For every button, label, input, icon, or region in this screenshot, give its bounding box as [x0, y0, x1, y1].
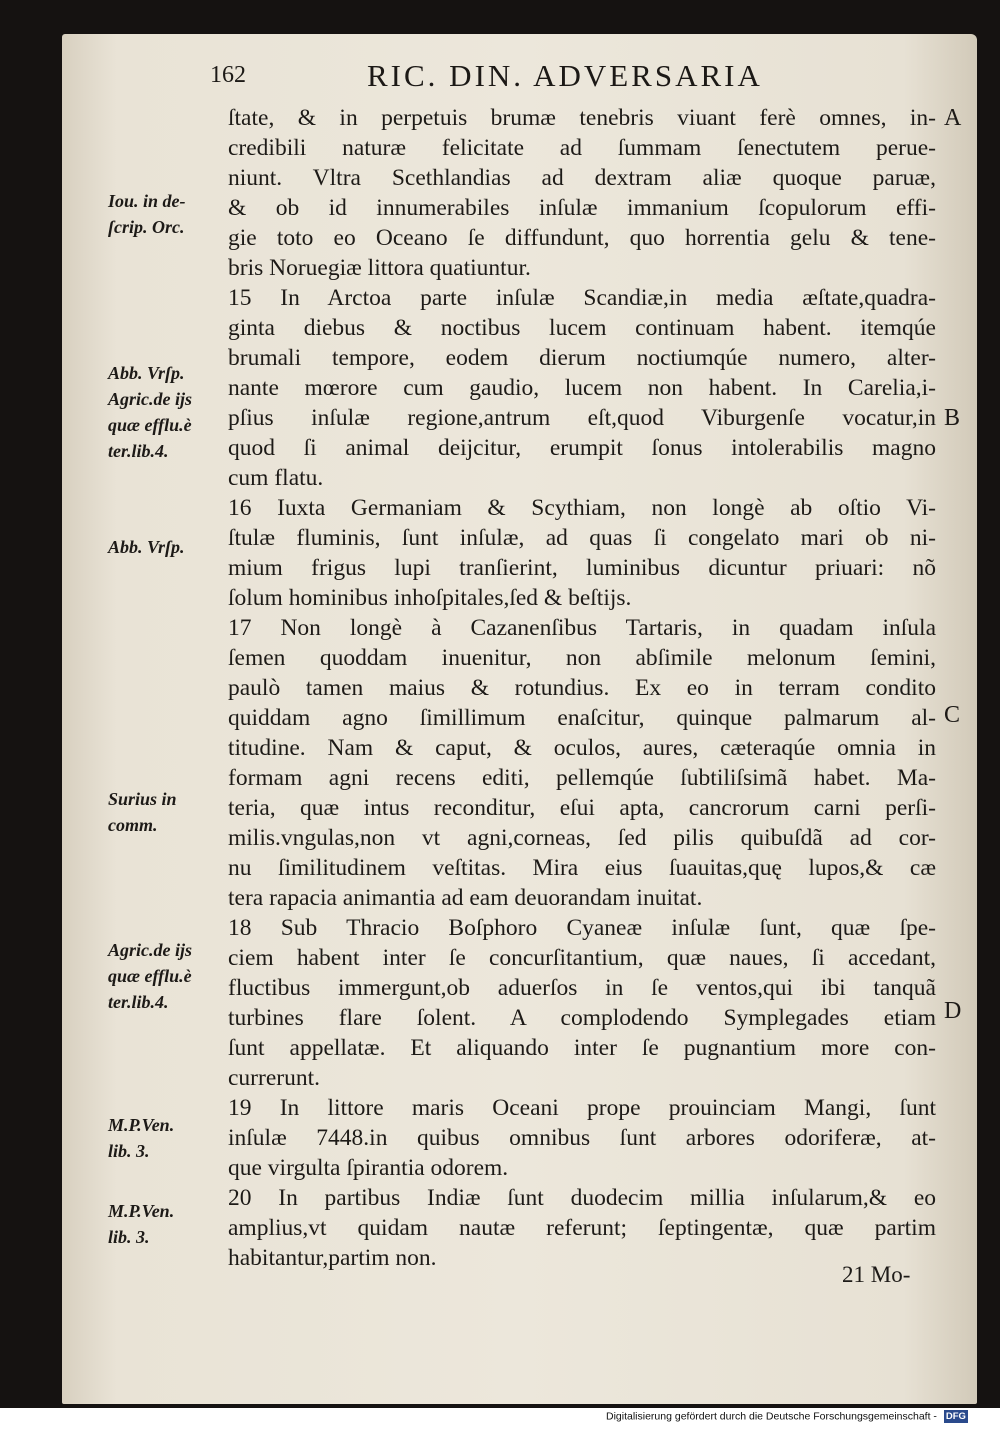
text-line: 16 Iuxta Germaniam & Scythiam, non longè ab oſtio Vi- [228, 495, 936, 521]
text-line: amplius,vt quidam nautæ referunt; ſeptingentæ, quæ partim [228, 1215, 936, 1241]
marginal-note-line: lib. 3. [108, 1141, 150, 1161]
text-line: turbines flare ſolent. A complodendo Symplegades etiam [228, 1005, 936, 1031]
marginal-note-line: lib. 3. [108, 1227, 150, 1247]
text-line: ſunt appellatæ. Et aliquando inter ſe pugnantium more con- [228, 1035, 936, 1061]
catchword: 21 Mo- [842, 1262, 911, 1287]
marginal-note [108, 534, 223, 560]
text-line: 20 In partibus Indiæ ſunt duodecim millia inſularum,& eo [228, 1185, 936, 1211]
text-line: & ob id innumerabiles inſulæ immanium ſcopulorum effi- [228, 195, 936, 221]
marginal-note-line: ter.lib.4. [108, 441, 169, 461]
marginal-note-line: quæ efflu.è [108, 966, 192, 986]
text-line: ſtate, & in perpetuis brumæ tenebris viuant ferè omnes, in- [228, 105, 936, 131]
text-line: brumali tempore, eodem dierum noctiumqúe numero, alter- [228, 345, 936, 371]
digitization-footer [606, 1410, 968, 1426]
text-line: que virgulta ſpirantia odorem. [228, 1155, 509, 1181]
text-line: ſolum hominibus inhoſpitales,ſed & beſtijs. [228, 585, 632, 611]
marginal-note-line: Iou. in de- [108, 191, 186, 211]
text-line: cum flatu. [228, 465, 324, 491]
text-line: habitantur,partim non. [228, 1245, 437, 1271]
marginal-note [108, 188, 223, 240]
dfg-logo: DFG [945, 1411, 966, 1422]
text-line: ginta diebus & noctibus lucem continuam habent. itemqúe [228, 315, 936, 341]
marginal-note-line: Surius in [108, 789, 177, 809]
marginal-note-line: Abb. Vrſp. [108, 537, 185, 557]
page-number: 162 [210, 62, 246, 88]
marginal-note-line: ter.lib.4. [108, 992, 169, 1012]
marginal-note-line: Agric.de ijs [108, 940, 192, 960]
text-line: gie toto eo Oceano ſe diffundunt, quo horrentia gelu & tene- [228, 225, 936, 251]
text-line: quiddam agno ſimillimum enaſcitur, quinque palmarum al- [228, 705, 936, 731]
marginal-note [108, 937, 223, 1015]
text-line: credibili naturæ felicitate ad ſummam ſenectutem perue- [228, 135, 936, 161]
text-line: ciem habent inter ſe concurſitantium, quæ naues, ſi accedant, [228, 945, 936, 971]
text-line: teria, quæ intus reconditur, eſui apta, cancrorum carni perſi- [228, 795, 936, 821]
section-letter-b: B [944, 405, 961, 431]
text-line: milis.vngulas,non vt agni,corneas, ſed pilis quibuſdã ad cor- [228, 825, 936, 851]
text-line: paulò tamen maius & rotundius. Ex eo in terram condito [228, 675, 936, 701]
section-letter-d: D [944, 998, 962, 1024]
text-line: ſtulæ fluminis, ſunt inſulæ, ad quas ſi congelato mari ob ni- [228, 525, 936, 551]
text-line: niunt. Vltra Scethlandias ad dextram aliæ quoque paruæ, [228, 165, 936, 191]
text-line: 17 Non longè à Cazanenſibus Tartaris, in quadam inſula [228, 615, 936, 641]
marginal-note-line: M.P.Ven. [108, 1115, 175, 1135]
text-line: formam agni recens editi, pellemqúe ſubtiliſsimã habet. Ma- [228, 765, 936, 791]
marginal-note [108, 786, 223, 838]
text-line: fluctibus immergunt,ob aduerſos in ſe ventos,qui ibi tanquã [228, 975, 936, 1001]
marginal-note-line: Agric.de ijs [108, 389, 192, 409]
text-line: mium frigus lupi tranſierint, luminibus dicuntur priuari: nõ [228, 555, 936, 581]
marginal-note-line: Abb. Vrſp. [108, 363, 185, 383]
text-line: titudine. Nam & caput, & oculos, aures, cæteraqúe omnia in [228, 735, 936, 761]
text-line: pſius inſulæ regione,antrum eſt,quod Viburgenſe vocatur,in [228, 405, 936, 431]
marginal-note [108, 360, 223, 464]
section-letter-a: A [944, 105, 962, 131]
text-line: ſemen quoddam inuenitur, non abſimile melonum ſemini, [228, 645, 936, 671]
text-line: 18 Sub Thracio Boſphoro Cyaneæ inſulæ ſunt, quæ ſpe- [228, 915, 936, 941]
text-line: 19 In littore maris Oceani prope prouinciam Mangi, ſunt [228, 1095, 936, 1121]
marginal-note [108, 1198, 223, 1250]
text-line: tera rapacia animantia ad eam deuorandam inuitat. [228, 885, 703, 911]
running-header [210, 58, 850, 94]
text-line: bris Noruegiæ littora quatiuntur. [228, 255, 531, 281]
running-title: RIC. DIN. ADVERSARIA [367, 58, 763, 93]
marginal-note-line: ſcrip. Orc. [108, 217, 185, 237]
marginal-note-line: comm. [108, 815, 158, 835]
marginal-note-line: quæ efflu.è [108, 415, 192, 435]
text-line: 15 In Arctoa parte inſulæ Scandiæ,in media æſtate,quadra- [228, 285, 936, 311]
text-line: nante mœrore cum gaudio, lucem non habent. In Carelia,i- [228, 375, 936, 401]
text-line: nu ſimilitudinem veſtitas. Mira eius ſuauitas,quę lupos,& cæ [228, 855, 936, 881]
text-line: currerunt. [228, 1065, 320, 1091]
text-line: inſulæ 7448.in quibus omnibus ſunt arbores odoriferæ, at- [228, 1125, 936, 1151]
footer-text: Digitalisierung gefördert durch die Deutsche Forschungsgemeinschaft - [606, 1410, 937, 1423]
text-line: quod ſi animal deijcitur, erumpit ſonus intolerabilis magno [228, 435, 936, 461]
marginal-note [108, 1112, 223, 1164]
section-letter-c: C [944, 702, 961, 728]
marginal-note-line: M.P.Ven. [108, 1201, 175, 1221]
